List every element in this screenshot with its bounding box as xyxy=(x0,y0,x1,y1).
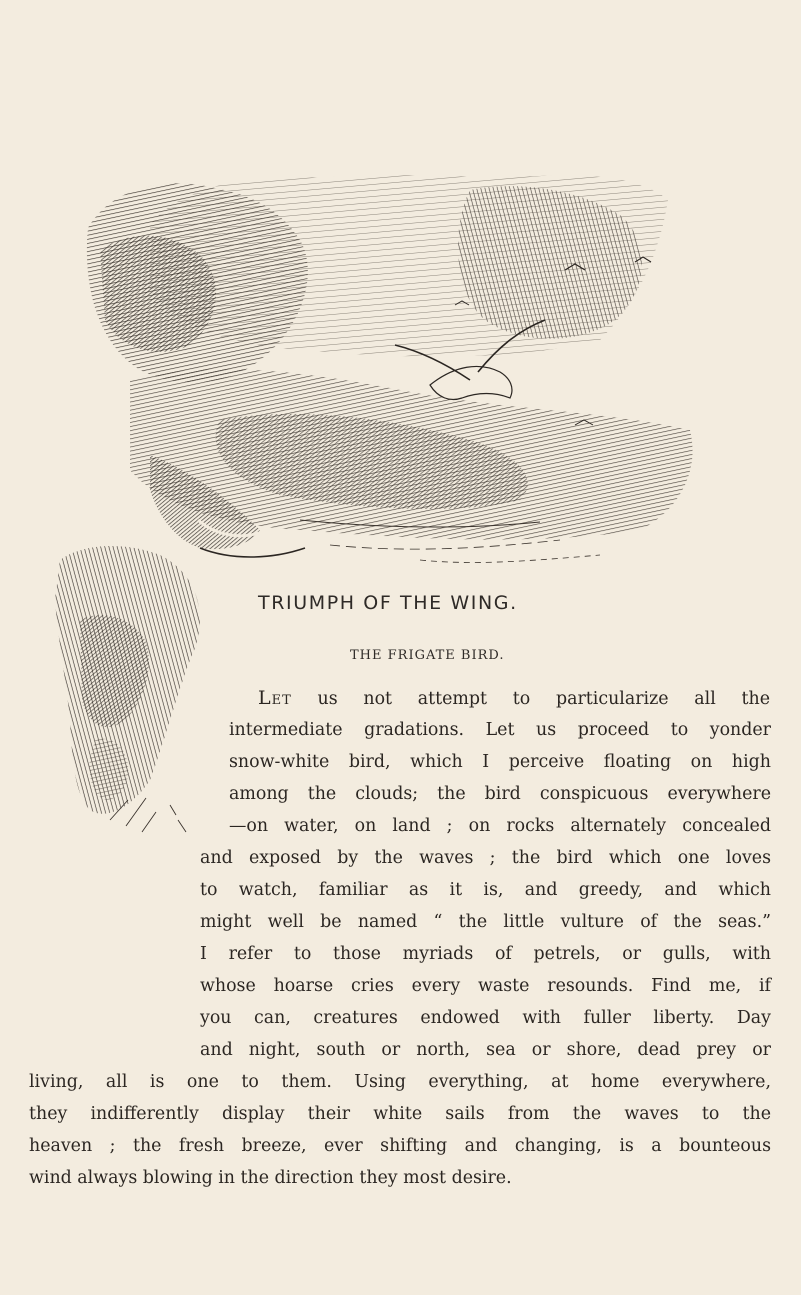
chapter-title: TRIUMPH OF THE WING. xyxy=(258,592,518,614)
text-line-16: wind always blowing in the direction they most desire. xyxy=(29,1168,512,1188)
text-line-3: snow-white bird, which I perceive floating on high xyxy=(229,752,771,772)
text-line-12: and night, south or north, sea or shore, dead prey or xyxy=(200,1040,771,1060)
text-line-2: intermediate gradations. Let us proceed to yonder xyxy=(229,720,771,740)
chapter-subtitle: THE FRIGATE BIRD. xyxy=(350,648,505,663)
text-line-15: heaven ; the fresh breeze, ever shifting and changing, is a bounteous xyxy=(29,1136,771,1156)
text-line-4: among the clouds; the bird conspicuous everywhere xyxy=(229,784,771,804)
text-line-9: I refer to those myriads of petrels, or gulls, with xyxy=(200,944,771,964)
text-line-1: Let us not attempt to particularize all the xyxy=(258,687,770,709)
text-line-7: to watch, familiar as it is, and greedy, and which xyxy=(200,880,771,900)
text-line-8: might well be named “ the little vulture of the seas.” xyxy=(200,912,771,932)
text-line-6: and exposed by the waves ; the bird which one loves xyxy=(200,848,771,868)
text-line-10: whose hoarse cries every waste resounds. Find me, if xyxy=(200,976,771,996)
text-line-13: living, all is one to them. Using everything, at home everywhere, xyxy=(29,1072,771,1092)
text-line-11: you can, creatures endowed with fuller liberty. Day xyxy=(200,1008,771,1028)
dropcap-word: Let xyxy=(258,687,292,709)
text-line-5: —on water, on land ; on rocks alternately concealed xyxy=(229,816,771,836)
text-line-14: they indifferently display their white sails from the waves to the xyxy=(29,1104,771,1124)
